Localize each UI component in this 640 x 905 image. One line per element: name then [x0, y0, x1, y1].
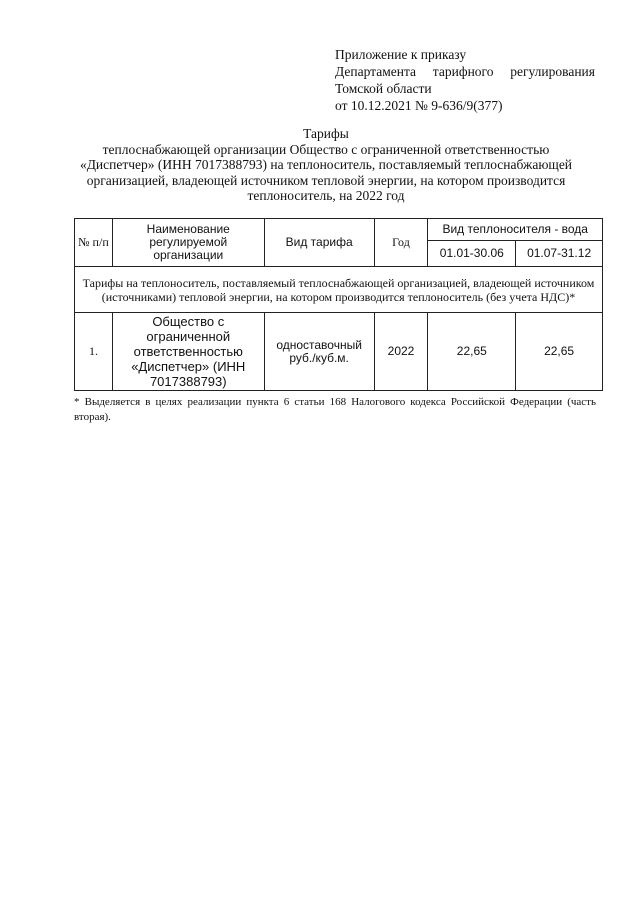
row-year: 2022 — [374, 313, 428, 391]
section-note-row — [75, 267, 603, 313]
appendix-line-3: Томской области — [335, 81, 432, 96]
row-number: 1. — [75, 313, 113, 391]
header-org-name: Наименование регулируемой организации — [112, 219, 264, 267]
header-number: № п/п — [75, 219, 113, 267]
appendix-block — [335, 46, 595, 114]
document-title-block — [66, 126, 586, 204]
row-value-2: 22,65 — [516, 313, 603, 391]
appendix-line-2: Департамента тарифного регулирования — [335, 64, 595, 79]
document-description: теплоснабжающей организации Общество с ограниченной ответственностью «Диспетчер» (ИНН 7017388793) на теплоноситель, поставляемый теплоснабжающей организацией, владеющей источником тепловой энергии, на котором производится теплоноситель, на 2022 год — [79, 141, 573, 203]
row-tariff-type: одноставочный руб./куб.м. — [264, 313, 374, 391]
appendix-line-4: от 10.12.2021 № 9-636/9(377) — [335, 98, 503, 113]
header-period-1: 01.01-30.06 — [428, 241, 516, 267]
header-carrier-type: Вид теплоносителя - вода — [428, 219, 603, 241]
section-note: Тарифы на теплоноситель, поставляемый теплоснабжающей организацией, владеющей источником (источниками) тепловой энергии, на котором производится теплоноситель (без учета НДС)* — [75, 267, 603, 313]
table-row — [75, 313, 603, 391]
document-heading: Тарифы — [303, 126, 349, 141]
header-year: Год — [374, 219, 428, 267]
table-header-row — [75, 219, 603, 241]
appendix-line-1: Приложение к приказу — [335, 47, 467, 62]
header-tariff-type: Вид тарифа — [264, 219, 374, 267]
header-period-2: 01.07-31.12 — [516, 241, 603, 267]
row-org-name: Общество с ограниченной ответственностью «Диспетчер» (ИНН 7017388793) — [112, 313, 264, 391]
row-value-1: 22,65 — [428, 313, 516, 391]
tariffs-table — [74, 218, 603, 391]
footnote: * Выделяется в целях реализации пункта 6 статьи 168 Налогового кодекса Российской Федерации (часть вторая). — [74, 396, 596, 423]
